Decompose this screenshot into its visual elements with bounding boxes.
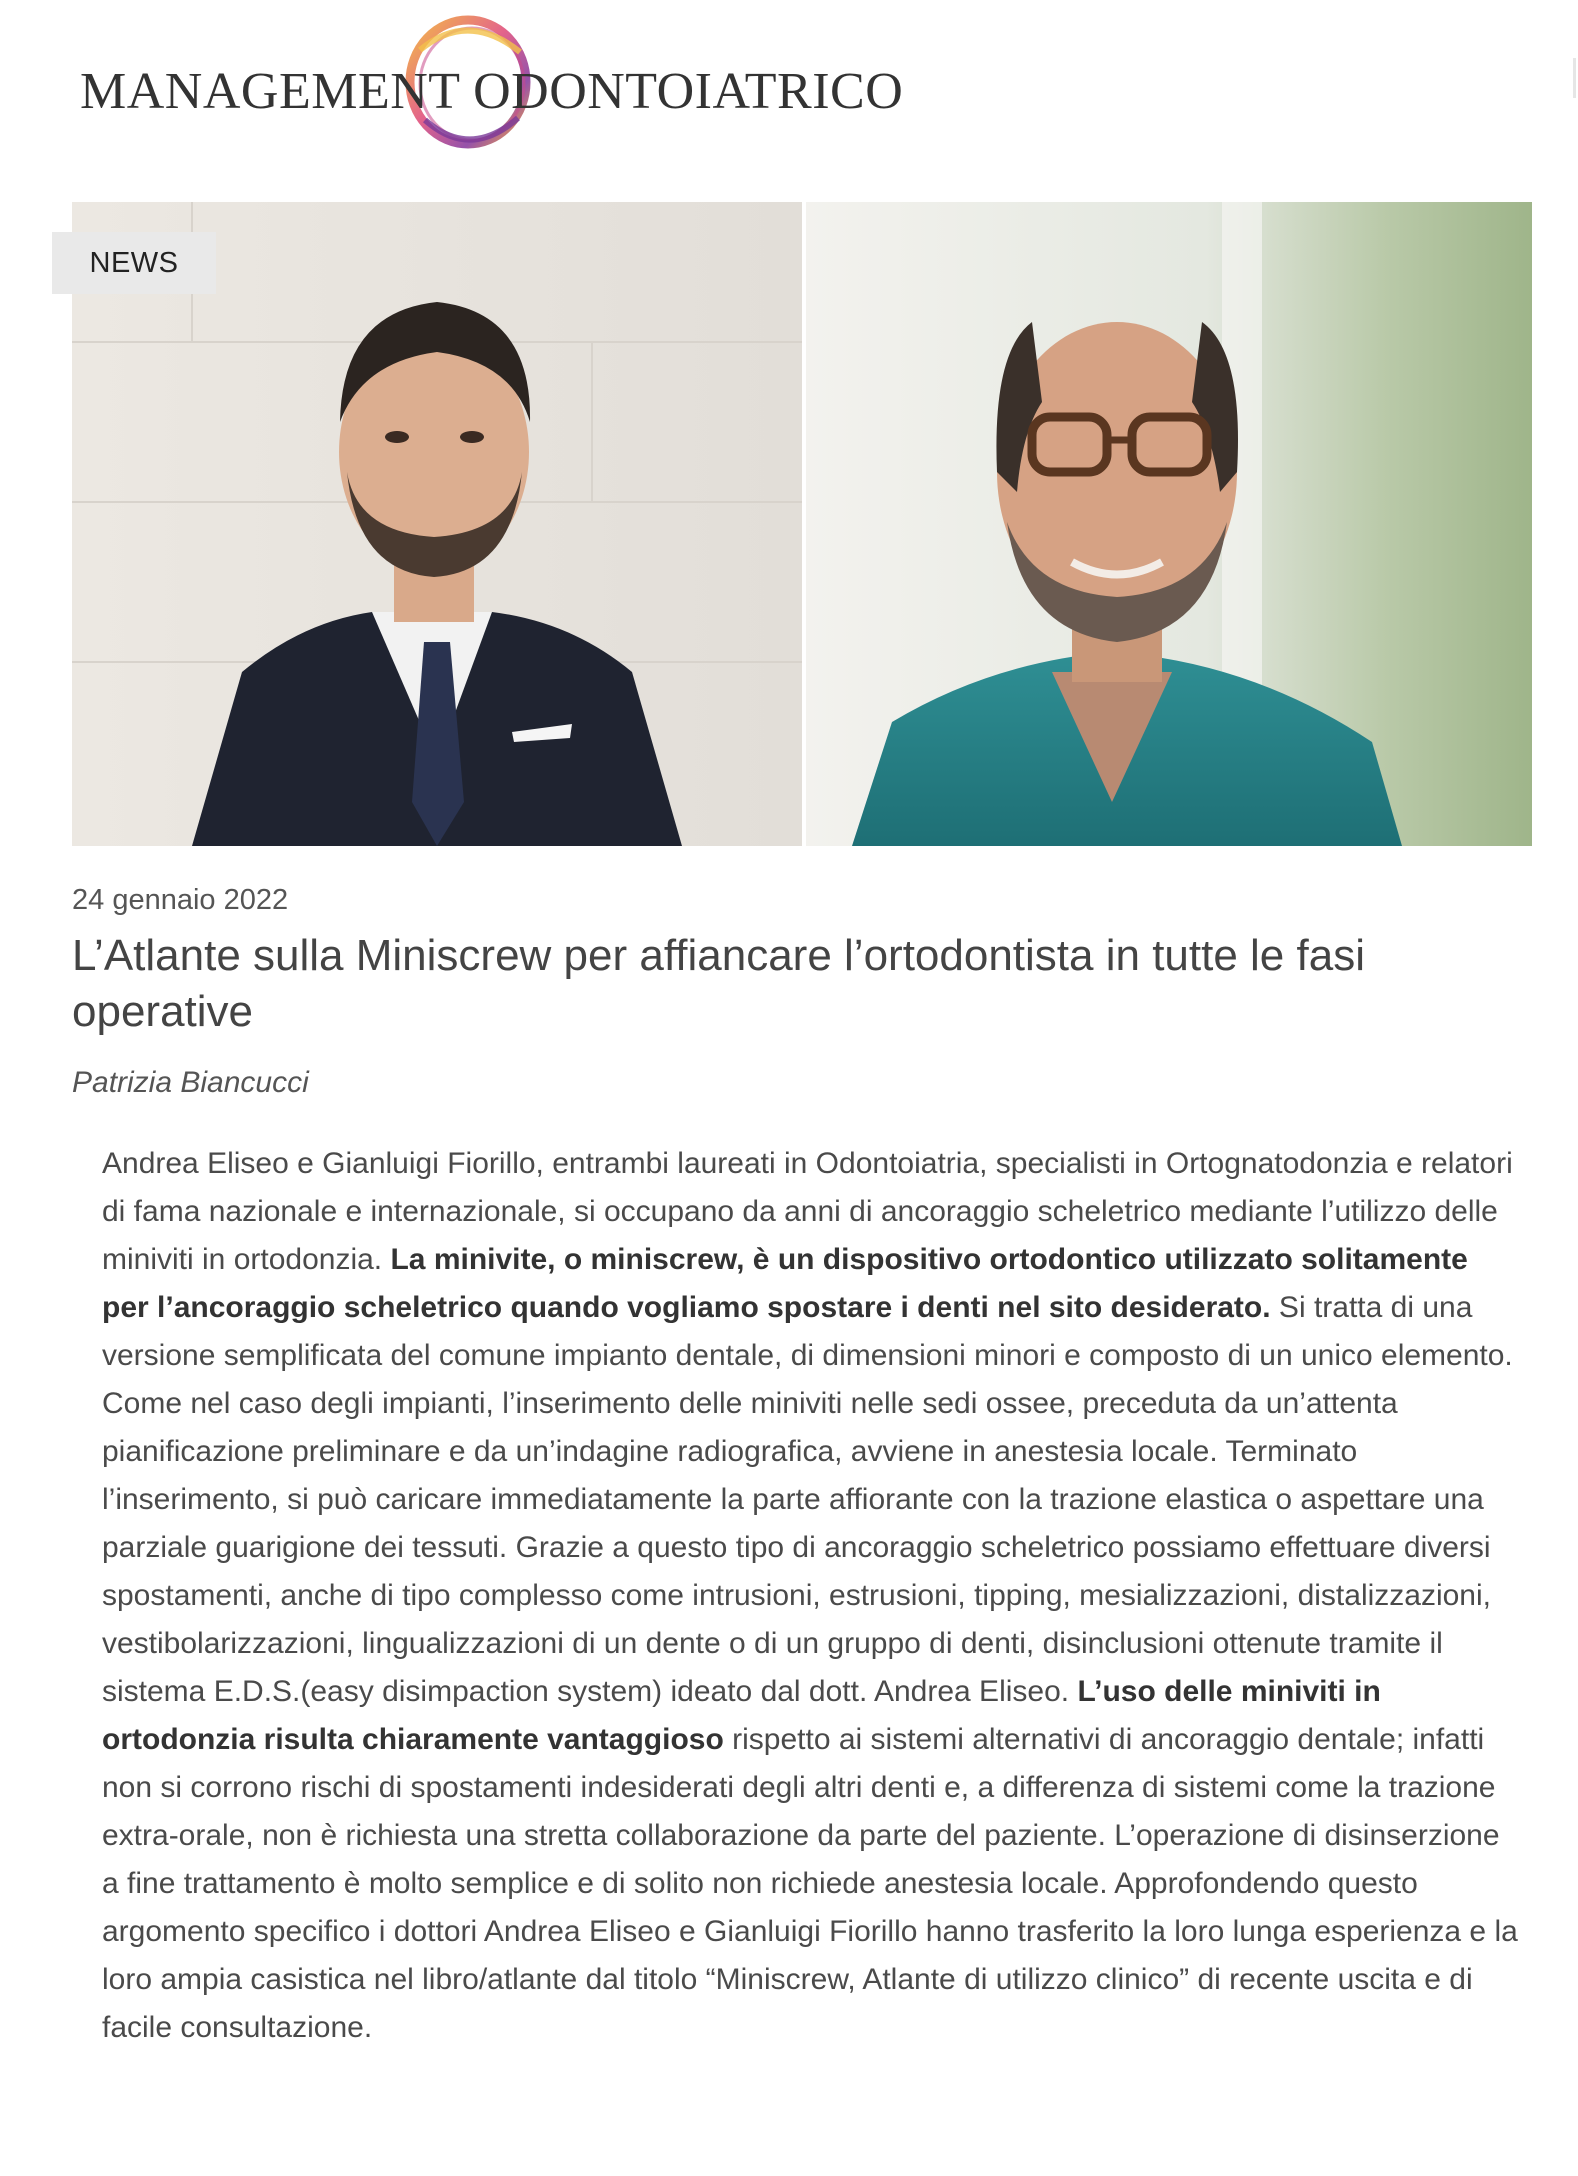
body-text-segment: Si tratta di una versione semplificata del comune impianto dentale, di dimensioni minori e composto di un unico elemento. Come nel caso degli impianti, l’inserimento delle miniviti nelle sedi ossee, preceduta da un’attenta pianificazione preliminare e da un’indagine radiografica, avviene in anestesia locale. Terminato l’inserimento, si può caricare immediatamente la parte affiorante con la trazione elastica o aspettare una parziale guarigione dei tessuti. Grazie a questo tipo di ancoraggio scheletrico possiamo effettuare diversi spostamenti, anche di tipo complesso come intrusioni, estrusioni, tipping, mesializzazioni, distalizzazioni, vestibolarizzazioni, lingualizzazioni di un dente o di un gruppo di denti, disinclusioni ottenute tramite il sistema E.D.S.(easy disimpaction system) ideato dal dott. Andrea Eliseo.: [102, 1291, 1513, 1708]
right-portrait: [806, 202, 1532, 846]
logo-text: MANAGEMENT ODONTOIATRICO: [80, 63, 904, 120]
article-body: [102, 1140, 1522, 2052]
body-text-segment: Andrea Eliseo e Gianluigi Fiorillo, entrambi laureati in Odontoiatria, specialisti in Ortognatodonzia e relatori di fama nazionale e internazionale, si occupano da anni di ancoraggio scheletrico mediante l’utilizzo delle miniviti in ortodonzia.: [102, 1147, 1513, 1276]
body-bold-segment: L’uso delle miniviti in ortodonzia risulta chiaramente vantaggioso: [102, 1675, 1381, 1756]
news-category-badge[interactable]: NEWS: [52, 232, 216, 294]
article-date: 24 gennaio 2022: [72, 884, 289, 916]
site-logo[interactable]: [80, 10, 904, 160]
body-bold-segment: La minivite, o miniscrew, è un dispositivo ortodontico utilizzato solitamente per l’ancoraggio scheletrico quando vogliamo spostare i denti nel sito desiderato.: [102, 1243, 1468, 1324]
article-author[interactable]: Patrizia Biancucci: [72, 1066, 309, 1099]
left-portrait: [72, 202, 802, 846]
body-text-segment: rispetto ai sistemi alternativi di ancoraggio dentale; infatti non si corrono rischi di spostamenti indesiderati degli altri denti e, a differenza di sistemi come la trazione extra-orale, non è richiesta una stretta collaborazione da parte del paziente. L’operazione di disinserzione a fine trattamento è molto semplice e di solito non richiede anestesia locale. Approfondendo questo argomento specifico i dottori Andrea Eliseo e Gianluigi Fiorillo hanno trasferito la loro lunga esperienza e la loro ampia casistica nel libro/atlante dal titolo “Miniscrew, Atlante di utilizzo clinico” di recente uscita e di facile consultazione.: [102, 1723, 1518, 2044]
hero-image: [72, 202, 1532, 846]
scrollbar[interactable]: [1573, 58, 1576, 98]
article-title: L’Atlante sulla Miniscrew per affiancare l’ortodontista in tutte le fasi operative: [72, 931, 1365, 1036]
